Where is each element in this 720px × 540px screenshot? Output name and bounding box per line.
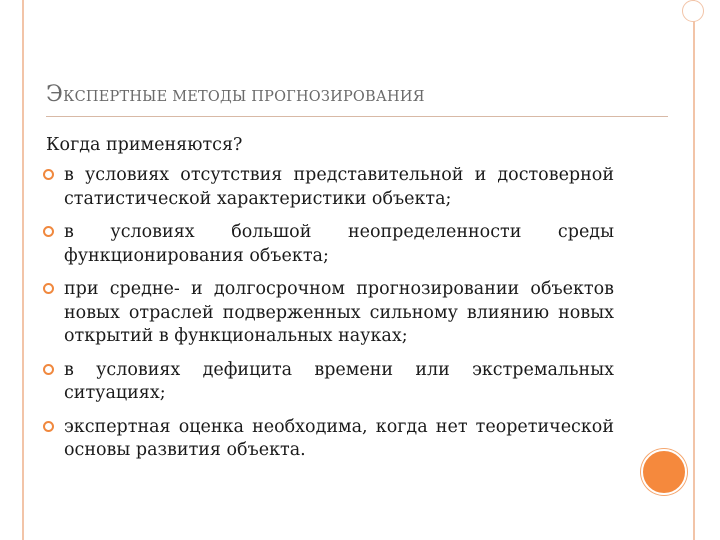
list-item [40, 416, 614, 463]
subheading: Когда применяются? [46, 135, 243, 155]
list-item [40, 359, 614, 406]
bullet-text: при средне- и долгосрочном прогнозировании объектов новых отраслей подверженных сильному влиянию новых открытий в функциональных науках; [64, 279, 614, 346]
bullet-icon [43, 226, 54, 237]
bullet-icon [43, 283, 54, 294]
title-initial: Э [46, 82, 64, 107]
bullet-text: экспертная оценка необходима, когда нет теоретической основы развития объекта. [64, 416, 614, 460]
title-underline [46, 116, 668, 117]
right-frame-line [693, 0, 695, 540]
list-item [40, 164, 614, 211]
bullet-icon [43, 364, 54, 375]
list-item [40, 278, 614, 349]
decorative-orange-circle [641, 449, 687, 495]
list-item [40, 221, 614, 268]
slide-title [46, 82, 425, 107]
left-frame-line [22, 0, 24, 540]
title-rest: КСПЕРТНЫЕ МЕТОДЫ ПРОГНОЗИРОВАНИЯ [63, 89, 425, 105]
bullet-icon [43, 169, 54, 180]
decorative-small-circle [682, 0, 704, 22]
bullet-text: в условиях большой неопределенности среды функционирования объекта; [64, 222, 614, 266]
bullet-list [40, 164, 614, 473]
bullet-text: в условиях дефицита времени или экстремальных ситуациях; [64, 359, 614, 403]
bullet-icon [43, 421, 54, 432]
bullet-text: в условиях отсутствия представительной и достоверной статистической характеристики объекта; [64, 165, 614, 209]
